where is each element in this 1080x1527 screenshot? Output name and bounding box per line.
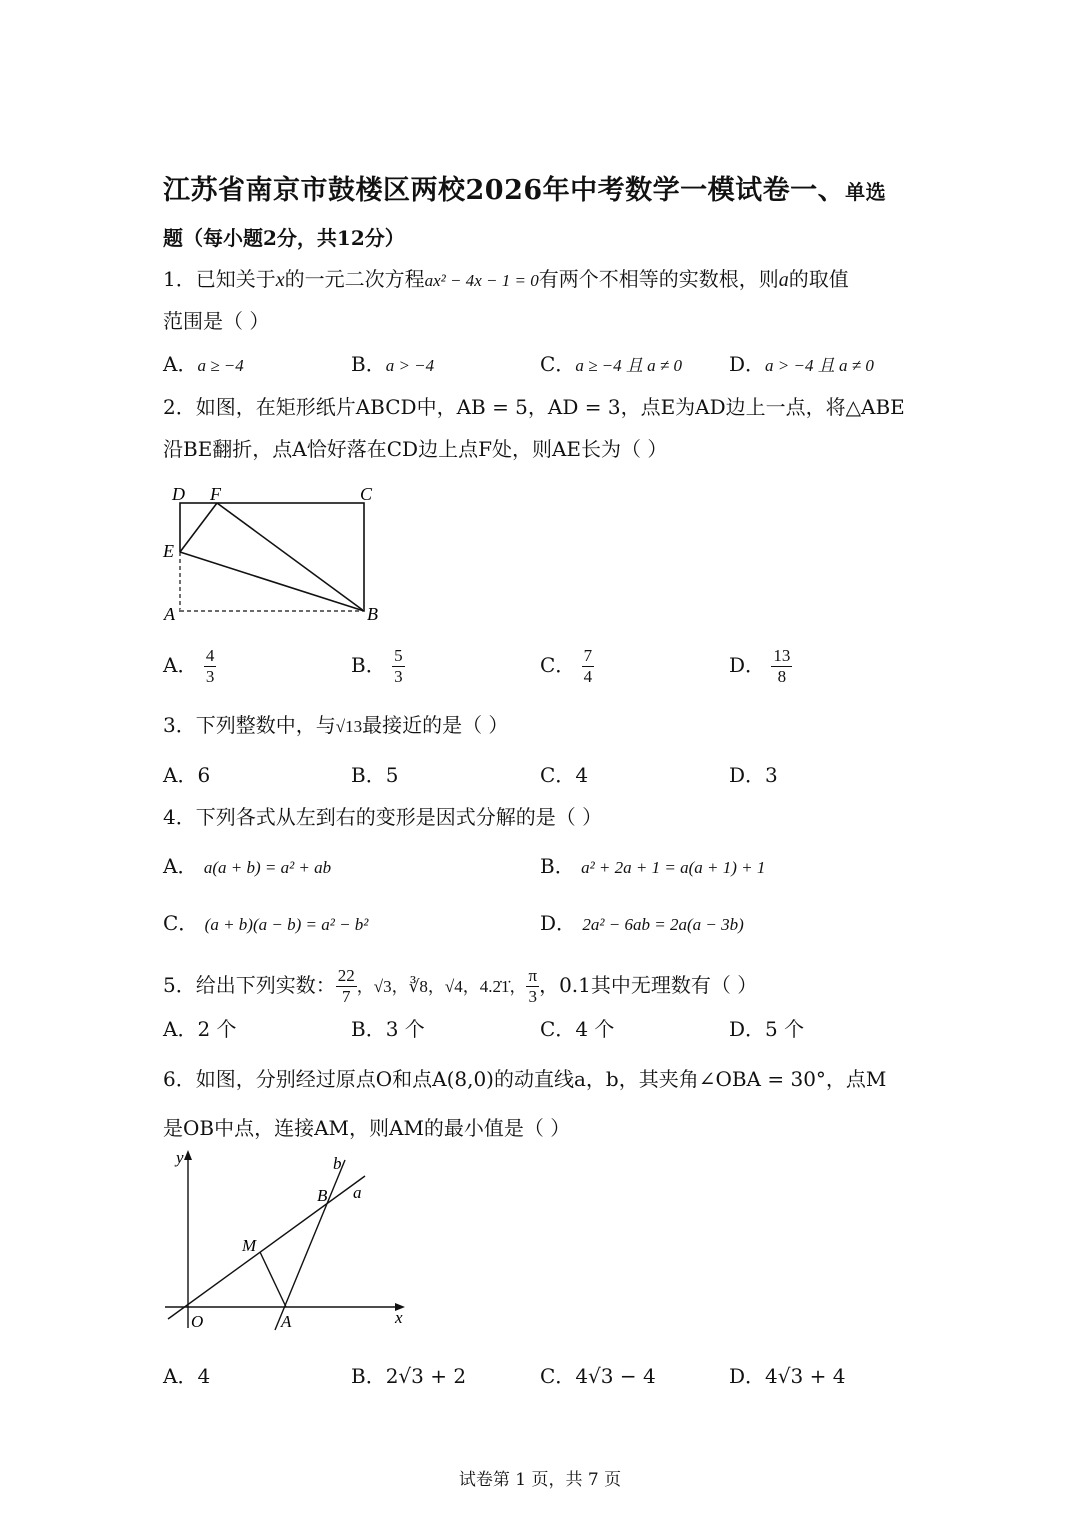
q6-option-c[interactable]: C．4√3 − 4 <box>540 1364 656 1388</box>
label-line-a: a <box>353 1183 362 1202</box>
q5-option-a[interactable]: A．2 个 <box>163 1017 237 1041</box>
q6-option-b[interactable]: B．2√3 + 2 <box>351 1364 467 1388</box>
label-m: M <box>242 1236 257 1255</box>
q6-line1: 6．如图，分别经过原点O和点A(8,0)的动直线a，b，其夹角∠OBA = 30°，点M <box>163 1067 887 1091</box>
line-a <box>168 1176 365 1319</box>
segment-eb <box>180 552 364 611</box>
label-o: O <box>191 1312 204 1331</box>
q3-option-c[interactable]: C．4 <box>540 763 589 787</box>
q2-option-d[interactable]: D． $\frac{13}{8}$ <box>729 646 791 686</box>
q5-line1: 5．给出下列实数： $\frac{22}{7}$ ，√3，∛8，√4，4.2̇1̇， $\frac{\pi}{3}$ ，0.1其中无理数有（ ） <box>163 966 758 1006</box>
q3-option-d[interactable]: D．3 <box>729 763 778 787</box>
q2-option-c[interactable]: C． $\frac{7}{4}$ <box>540 646 593 686</box>
q4-line1: 4．下列各式从左到右的变形是因式分解的是（ ） <box>163 805 603 829</box>
q6-coordinate-figure <box>155 1145 415 1345</box>
q3-option-b[interactable]: B．5 <box>351 763 399 787</box>
segment-ef <box>180 503 217 552</box>
label-c: C <box>360 484 373 504</box>
page-footer: 试卷第 1 页，共 7 页 <box>458 1470 622 1490</box>
title-main: 江苏省南京市鼓楼区两校2026年中考数学一模试卷一、 <box>163 175 846 206</box>
rect-abcd <box>180 503 364 611</box>
q4-option-a[interactable]: A． a(a + b) = a² + ab <box>163 854 332 878</box>
label-line-b: b <box>333 1154 342 1173</box>
label-d: D <box>172 484 185 504</box>
label-y: y <box>176 1148 184 1167</box>
section-heading: 题（每小题2分，共12分） <box>163 226 405 250</box>
q3-option-a[interactable]: A．6 <box>163 763 211 787</box>
q5-option-d[interactable]: D．5 个 <box>729 1017 805 1041</box>
label-f: F <box>210 484 221 504</box>
q2-option-b[interactable]: B． $\frac{5}{3}$ <box>351 646 403 686</box>
segment-fb <box>217 503 364 611</box>
q2-option-a[interactable]: A． $\frac{4}{3}$ <box>163 646 215 686</box>
q4-option-b[interactable]: B． a² + 2a + 1 = a(a + 1) + 1 <box>540 854 766 878</box>
q1-option-d[interactable]: D．a > −4 且 a ≠ 0 <box>729 352 874 376</box>
q1-option-c[interactable]: C．a ≥ −4 且 a ≠ 0 <box>540 352 682 376</box>
q5-number-list: ，√3，∛8，√4，4.2̇1̇， <box>356 977 527 996</box>
q6-option-a[interactable]: A．4 <box>163 1364 211 1388</box>
label-a-point: A <box>281 1312 292 1331</box>
title-tail: 单选 <box>845 180 887 204</box>
q5-option-c[interactable]: C．4 个 <box>540 1017 615 1041</box>
q1-option-a[interactable]: A．a ≥ −4 <box>163 352 244 376</box>
q2-line2: 沿BE翻折，点A恰好落在CD边上点F处，则AE长为（ ） <box>163 437 668 461</box>
q6-line2: 是OB中点，连接AM，则AM的最小值是（ ） <box>163 1116 571 1140</box>
q1-option-b[interactable]: B．a > −4 <box>351 352 435 376</box>
segment-am <box>260 1252 286 1307</box>
label-a: A <box>164 604 175 624</box>
q6-option-d[interactable]: D．4√3 + 4 <box>729 1364 846 1388</box>
label-b-point: B <box>317 1186 328 1205</box>
label-e: E <box>163 541 174 561</box>
q3-line1: 3．下列整数中，与√13最接近的是（ ） <box>163 713 509 737</box>
label-x: x <box>395 1308 403 1327</box>
q2-rectangle-figure <box>160 480 390 630</box>
q1-line2: 范围是（ ） <box>163 309 270 333</box>
q1-equation: ax² − 4x − 1 = 0 <box>424 271 539 290</box>
label-b: B <box>367 604 378 624</box>
q3-radical: √13 <box>335 717 363 736</box>
q5-option-b[interactable]: B．3 个 <box>351 1017 425 1041</box>
exam-title <box>163 168 933 207</box>
q2-line1: 2．如图，在矩形纸片ABCD中，AB = 5，AD = 3，点E为AD边上一点，将△ABE <box>163 395 905 419</box>
q4-option-c[interactable]: C． (a + b)(a − b) = a² − b² <box>163 911 369 935</box>
y-axis-arrow <box>184 1150 192 1160</box>
q4-option-d[interactable]: D． 2a² − 6ab = 2a(a − 3b) <box>540 911 744 935</box>
q1-line1: 1．已知关于x的一元二次方程ax² − 4x − 1 = 0有两个不相等的实数根，则a的取值 <box>163 267 849 291</box>
